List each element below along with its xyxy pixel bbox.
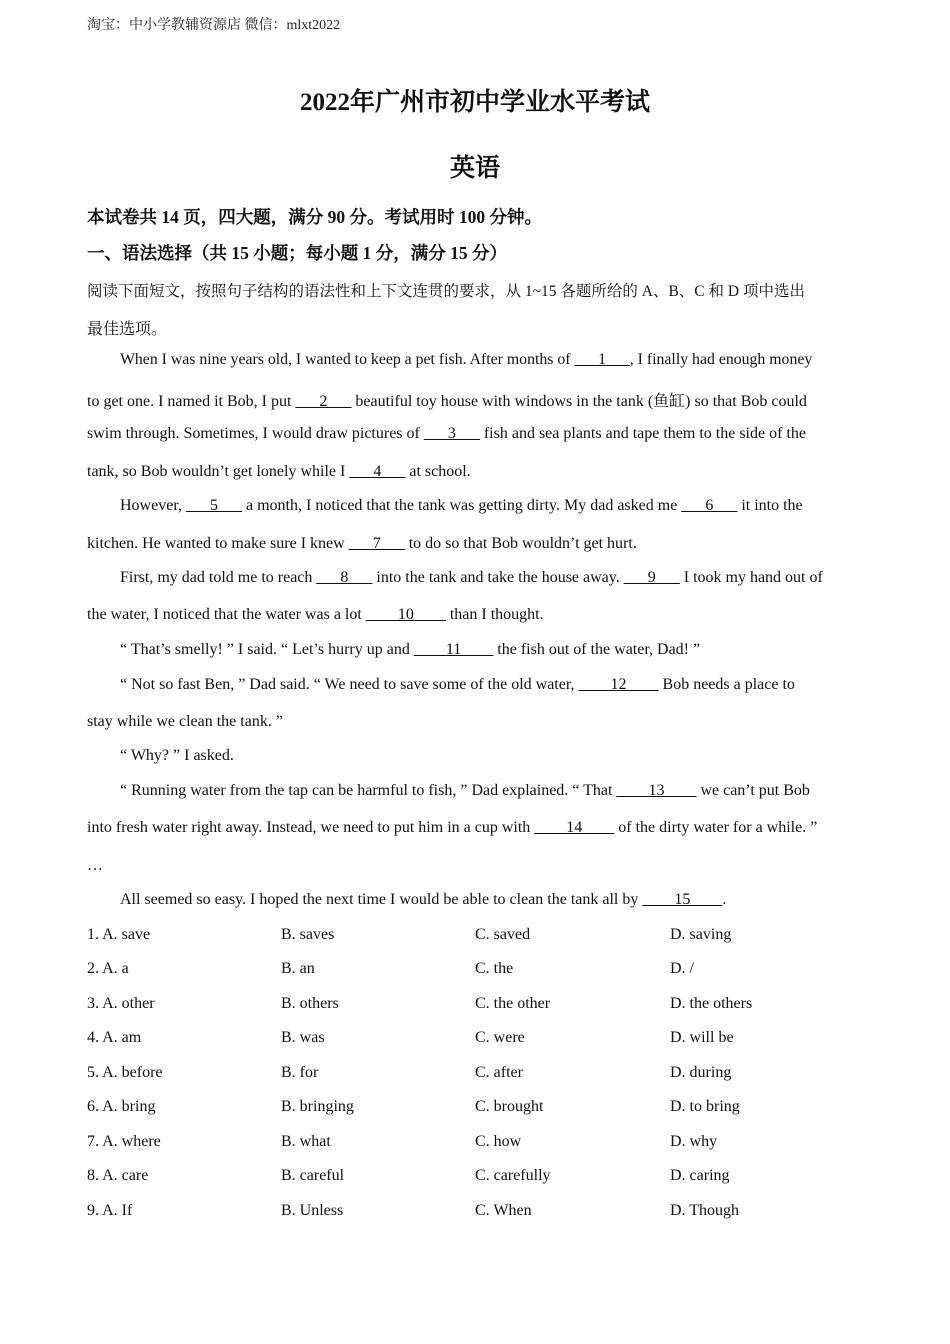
option-a[interactable]: 7. A. where [87, 1133, 161, 1150]
blank-7[interactable]: ___7___ [348, 535, 405, 552]
passage-line: When I was nine years old, I wanted to keep a pet fish. After months of ___1___, I finally had enough money [120, 351, 813, 368]
section-heading: 一、语法选择（共 15 小题；每小题 1 分，满分 15 分） [87, 243, 507, 263]
question-options [87, 926, 867, 948]
passage-line: tank, so Bob wouldn’t get lonely while I ___4___ at school. [87, 463, 471, 480]
option-a[interactable]: 9. A. If [87, 1202, 133, 1219]
passage-line: the water, I noticed that the water was a lot ____10____ than I thought. [87, 606, 544, 623]
option-c[interactable]: C. were [475, 1029, 525, 1046]
passage-line: “ Why? ” I asked. [120, 747, 234, 764]
blank-3[interactable]: ___3___ [423, 425, 480, 442]
subject-title: 英语 [449, 155, 500, 182]
question-options [87, 1098, 867, 1120]
option-d[interactable]: D. Though [670, 1202, 740, 1219]
blank-11[interactable]: ____11____ [413, 641, 494, 658]
blank-13[interactable]: ____13____ [616, 782, 697, 799]
option-c[interactable]: C. carefully [475, 1167, 551, 1184]
option-b[interactable]: B. bringing [281, 1098, 354, 1115]
option-b[interactable]: B. others [281, 995, 339, 1012]
passage-line: kitchen. He wanted to make sure I knew ___7___ to do so that Bob wouldn’t get hurt. [87, 535, 637, 552]
passage-line: into fresh water right away. Instead, we need to put him in a cup with ____14____ of the dirty water for a while. ” [87, 819, 818, 836]
option-d[interactable]: D. will be [670, 1029, 734, 1046]
section-instruction-cont: 最佳选项。 [87, 321, 168, 338]
option-d[interactable]: D. saving [670, 926, 732, 943]
option-b[interactable]: B. for [281, 1064, 319, 1081]
blank-1[interactable]: ___1___ [574, 351, 630, 368]
option-c[interactable]: C. saved [475, 926, 531, 943]
blank-14[interactable]: ____14____ [534, 819, 615, 836]
option-d[interactable]: D. why [670, 1133, 718, 1150]
passage-line: First, my dad told me to reach ___8___ into the tank and take the house away. ___9___ I took my hand out of [120, 569, 823, 586]
blank-4[interactable]: ___4___ [349, 463, 406, 480]
option-b[interactable]: B. Unless [281, 1202, 344, 1219]
question-options [87, 1167, 867, 1189]
option-c[interactable]: C. brought [475, 1098, 544, 1115]
option-c[interactable]: C. after [475, 1064, 523, 1081]
passage-line: stay while we clean the tank. ” [87, 713, 283, 730]
option-c[interactable]: C. the other [475, 995, 551, 1012]
blank-9[interactable]: ___9___ [623, 569, 680, 586]
passage-line: “ Not so fast Ben, ” Dad said. “ We need to save some of the old water, ____12____ Bob needs a place to [120, 676, 795, 693]
option-a[interactable]: 5. A. before [87, 1064, 163, 1081]
blank-8[interactable]: ___8___ [316, 569, 373, 586]
option-d[interactable]: D. / [670, 960, 694, 977]
passage-ellipsis: … [87, 857, 103, 874]
blank-10[interactable]: ____10____ [365, 606, 446, 623]
option-a[interactable]: 1. A. save [87, 926, 151, 943]
passage-line: “ That’s smelly! ” I said. “ Let’s hurry up and ____11____ the fish out of the water, Dad! ” [120, 641, 701, 658]
option-a[interactable]: 8. A. care [87, 1167, 149, 1184]
exam-info: 本试卷共 14 页，四大题，满分 90 分。考试用时 100 分钟。 [87, 207, 542, 227]
header-note: 淘宝：中小学教辅资源店 微信：mlxt2022 [87, 18, 341, 33]
blank-15[interactable]: ____15____ [642, 891, 723, 908]
blank-12[interactable]: ____12____ [578, 676, 659, 693]
blank-6[interactable]: ___6___ [681, 497, 738, 514]
question-options [87, 1064, 867, 1086]
option-c[interactable]: C. the [475, 960, 514, 977]
passage-line: to get one. I named it Bob, I put ___2___ beautiful toy house with windows in the tank (鱼缸) so that Bob could [87, 393, 807, 410]
passage-line: All seemed so easy. I hoped the next time I would be able to clean the tank all by ____15____. [120, 891, 727, 908]
option-d[interactable]: D. to bring [670, 1098, 740, 1115]
option-d[interactable]: D. during [670, 1064, 732, 1081]
option-a[interactable]: 4. A. am [87, 1029, 142, 1046]
passage-line: However, ___5___ a month, I noticed that the tank was getting dirty. My dad asked me ___6___ it into the [120, 497, 803, 514]
option-d[interactable]: D. the others [670, 995, 753, 1012]
option-a[interactable]: 2. A. a [87, 960, 129, 977]
option-c[interactable]: C. When [475, 1202, 532, 1219]
question-options [87, 1202, 867, 1224]
option-c[interactable]: C. how [475, 1133, 522, 1150]
option-b[interactable]: B. an [281, 960, 315, 977]
option-b[interactable]: B. saves [281, 926, 335, 943]
option-b[interactable]: B. what [281, 1133, 331, 1150]
option-b[interactable]: B. careful [281, 1167, 345, 1184]
passage-line: swim through. Sometimes, I would draw pictures of ___3___ fish and sea plants and tape them to the side of the [87, 425, 806, 442]
section-instruction: 阅读下面短文，按照句子结构的语法性和上下文连贯的要求，从 1~15 各题所给的 A、B、C 和 D 项中选出 [87, 283, 805, 300]
question-options [87, 1133, 867, 1155]
blank-5[interactable]: ___5___ [186, 497, 242, 514]
blank-2[interactable]: ___2___ [295, 393, 352, 410]
exam-title: 2022年广州市初中学业水平考试 [299, 89, 650, 116]
question-options [87, 995, 867, 1017]
option-a[interactable]: 6. A. bring [87, 1098, 156, 1115]
passage-line: “ Running water from the tap can be harmful to fish, ” Dad explained. “ That ____13____ we can’t put Bob [120, 782, 810, 799]
option-b[interactable]: B. was [281, 1029, 325, 1046]
question-options [87, 1029, 867, 1051]
option-a[interactable]: 3. A. other [87, 995, 155, 1012]
option-d[interactable]: D. caring [670, 1167, 730, 1184]
question-options [87, 960, 867, 982]
